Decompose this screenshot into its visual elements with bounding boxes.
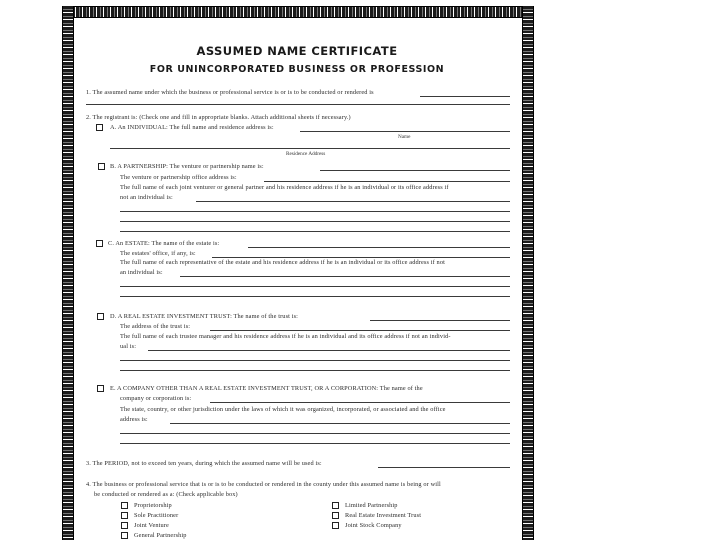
option-limited-partnership: Limited Partnership bbox=[345, 502, 398, 509]
answer-line[interactable] bbox=[248, 247, 510, 248]
checkbox-reit-option[interactable] bbox=[332, 512, 339, 519]
company-address-line: address is: bbox=[120, 416, 148, 423]
question-4-line-1: 4. The business or professional service that is or is to be conducted or rendered in the county under this assumed name is being or will bbox=[86, 481, 441, 488]
trust-full-name-line-1: The full name of each trustee manager and his residence address if he is an individual and its office address if not an individ- bbox=[120, 333, 451, 340]
estate-full-name-line-2: an individual is: bbox=[120, 269, 163, 276]
question-1: 1. The assumed name under which the business or professional service is or is to be conducted or rendered is bbox=[86, 89, 374, 96]
residence-address-caption: Residence Address bbox=[286, 151, 326, 157]
answer-line[interactable] bbox=[120, 360, 510, 361]
checkbox-joint-venture[interactable] bbox=[121, 522, 128, 529]
option-joint-stock-company: Joint Stock Company bbox=[345, 522, 402, 529]
option-real-estate-investment-trust: Real Estate Investment Trust bbox=[345, 512, 422, 519]
option-c-estate: C. An ESTATE: The name of the estate is: bbox=[108, 240, 220, 247]
answer-line[interactable] bbox=[300, 131, 510, 132]
decorative-border-left bbox=[62, 6, 74, 540]
answer-line[interactable] bbox=[320, 170, 510, 171]
partnership-office-address: The venture or partnership office address is: bbox=[120, 174, 237, 181]
checkbox-reit[interactable] bbox=[97, 313, 104, 320]
answer-line[interactable] bbox=[120, 231, 510, 232]
checkbox-joint-stock-company[interactable] bbox=[332, 522, 339, 529]
option-joint-venture: Joint Venture bbox=[134, 522, 169, 529]
answer-line[interactable] bbox=[86, 104, 510, 105]
checkbox-limited-partnership[interactable] bbox=[332, 502, 339, 509]
checkbox-partnership[interactable] bbox=[98, 163, 105, 170]
answer-line[interactable] bbox=[378, 467, 510, 468]
checkbox-proprietorship[interactable] bbox=[121, 502, 128, 509]
checkbox-general-partnership[interactable] bbox=[121, 532, 128, 539]
checkbox-sole-practitioner[interactable] bbox=[121, 512, 128, 519]
estate-office: The estates' office, if any, is: bbox=[120, 250, 196, 257]
option-a-individual: A. An INDIVIDUAL: The full name and residence address is: bbox=[110, 124, 274, 131]
question-2: 2. The registrant is: (Check one and fill in appropriate blanks. Attach additional sheets if necessary.) bbox=[86, 114, 351, 121]
answer-line[interactable] bbox=[170, 423, 510, 424]
certificate-subtitle: FOR UNINCORPORATED BUSINESS OR PROFESSION bbox=[149, 64, 445, 75]
answer-line[interactable] bbox=[196, 201, 510, 202]
option-sole-practitioner: Sole Practitioner bbox=[134, 512, 179, 519]
option-e-company: E. A COMPANY OTHER THAN A REAL ESTATE INVESTMENT TRUST, OR A CORPORATION: The name of the bbox=[110, 385, 423, 392]
question-3: 3. The PERIOD, not to exceed ten years, during which the assumed name will be used is: bbox=[86, 460, 322, 467]
partnership-full-name-line-1: The full name of each joint venturer or general partner and his residence address if he is an individual or its office address if bbox=[120, 184, 449, 191]
checkbox-individual[interactable] bbox=[96, 124, 103, 131]
option-b-partnership: B. A PARTNERSHIP: The venture or partnership name is: bbox=[110, 163, 264, 170]
company-name-line: company or corporation is: bbox=[120, 395, 192, 402]
answer-line[interactable] bbox=[120, 221, 510, 222]
option-proprietorship: Proprietorship bbox=[134, 502, 172, 509]
answer-line[interactable] bbox=[120, 211, 510, 212]
answer-line[interactable] bbox=[264, 181, 510, 182]
certificate-title: ASSUMED NAME CERTIFICATE bbox=[196, 44, 398, 58]
checkbox-company[interactable] bbox=[97, 385, 104, 392]
answer-line[interactable] bbox=[120, 296, 510, 297]
option-general-partnership: General Partnership bbox=[134, 532, 187, 539]
decorative-border-right bbox=[522, 6, 534, 540]
answer-line[interactable] bbox=[212, 257, 510, 258]
trust-full-name-line-2: ual is: bbox=[120, 343, 137, 350]
answer-line[interactable] bbox=[180, 276, 510, 277]
answer-line[interactable] bbox=[110, 148, 510, 149]
answer-line[interactable] bbox=[370, 320, 510, 321]
estate-full-name-line-1: The full name of each representative of the estate and his residence address if he is an individual or its office address if not bbox=[120, 259, 445, 266]
trust-address: The address of the trust is: bbox=[120, 323, 191, 330]
answer-line[interactable] bbox=[210, 402, 510, 403]
name-caption: Name bbox=[398, 134, 411, 140]
answer-line[interactable] bbox=[148, 350, 510, 351]
checkbox-estate[interactable] bbox=[96, 240, 103, 247]
partnership-full-name-line-2: not an individual is: bbox=[120, 194, 173, 201]
company-jurisdiction-line: The state, country, or other jurisdiction under the laws of which it was organized, incorporated, or associated and the office bbox=[120, 406, 446, 413]
answer-line[interactable] bbox=[210, 330, 510, 331]
answer-line[interactable] bbox=[420, 96, 510, 97]
answer-line[interactable] bbox=[120, 443, 510, 444]
option-d-reit: D. A REAL ESTATE INVESTMENT TRUST: The name of the trust is: bbox=[110, 313, 299, 320]
answer-line[interactable] bbox=[120, 433, 510, 434]
question-4-line-2: be conducted or rendered as a: (Check applicable box) bbox=[94, 491, 238, 498]
answer-line[interactable] bbox=[120, 370, 510, 371]
answer-line[interactable] bbox=[120, 286, 510, 287]
decorative-border-top bbox=[62, 6, 532, 18]
